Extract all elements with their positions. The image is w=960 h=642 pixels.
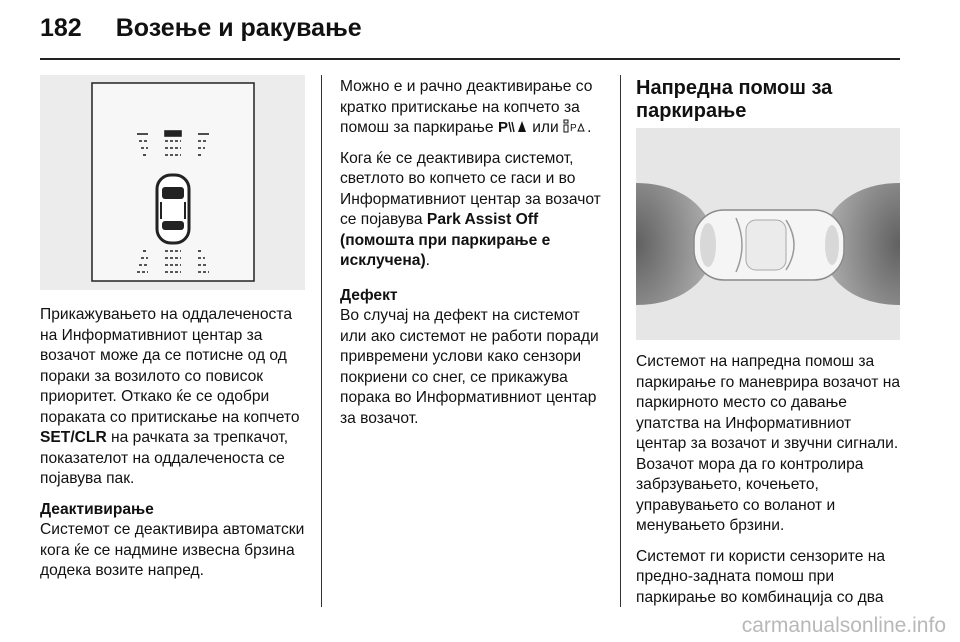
distance-display-figure (40, 75, 305, 290)
advanced-park-assist-icon (563, 119, 587, 134)
page-header (40, 14, 362, 54)
left-column (40, 305, 308, 592)
middle-para-1: Можно е и рачно деактивирање со кратко притискање на копчето за помош за паркирање P или P . (340, 78, 593, 136)
car-top-view-icon (694, 210, 844, 280)
fault-heading: Дефект (340, 286, 398, 304)
middle-column (340, 77, 602, 439)
left-para-2: Системот се деактивира автоматски кога ќе се надмине извесна брзина додека возите напред. (40, 521, 305, 579)
deactivation-heading: Деактивирање (40, 500, 154, 518)
page-number: 182 (40, 14, 82, 42)
middle-para-2: Кога ќе се деактивира системот, светлото во копчето се гаси и во Информативниот центар за возачот се појавува Park Assist Off (помошта при паркирање е исклучена). (340, 149, 601, 269)
right-para-2: Системот ги користи сензорите на предно-задната помош при паркирање во комбинација со два (636, 547, 886, 606)
watermark: carmanualsonline.info (741, 614, 946, 637)
right-para-1: Системот на напредна помош за паркирање го маневрира возачот на паркирното место со давање упатства на Информативниот центар за возачот и звучни сигнали. Возачот мора да го контролира забрзувањето, кочењето, управувањето со воланот и менувањето брзини. (636, 353, 901, 534)
right-column-body (636, 352, 902, 618)
park-assist-off-label: Park Assist Off (помошта при паркирање е исклучена) (340, 211, 551, 269)
svg-text:P: P (570, 123, 577, 134)
right-column (636, 77, 902, 133)
middle-para-3: Во случај на дефект на системот или ако системот не работи поради привремени услови како сензори покриени со снег, се прикажува порака во Информативниот центар за возачот. (340, 307, 599, 427)
advanced-park-assist-figure (636, 128, 900, 340)
set-clr-label: SET/CLR (40, 429, 107, 446)
park-assist-icon (498, 119, 528, 134)
left-para-1: Прикажувањето на оддалеченоста на Информативниот центар за возачот може да се потисне од од пораки за возилото со повисок приоритет. Откако ќе се одобри пораката со притискање на копчето SET/CLR на рачката за трепкачот, показателот на оддалеченоста се појавува пак. (40, 306, 300, 487)
column-divider-2 (620, 75, 621, 607)
header-rule (40, 58, 900, 60)
column-divider-1 (321, 75, 322, 607)
car-with-sensors-illustration (636, 128, 900, 340)
section-title: Возење и ракување (115, 14, 362, 42)
advanced-park-assist-heading: Напредна помош за паркирање (636, 77, 833, 122)
distance-display-illustration (40, 75, 305, 290)
car-top-view-icon (157, 175, 189, 243)
svg-text:P: P (497, 119, 508, 134)
